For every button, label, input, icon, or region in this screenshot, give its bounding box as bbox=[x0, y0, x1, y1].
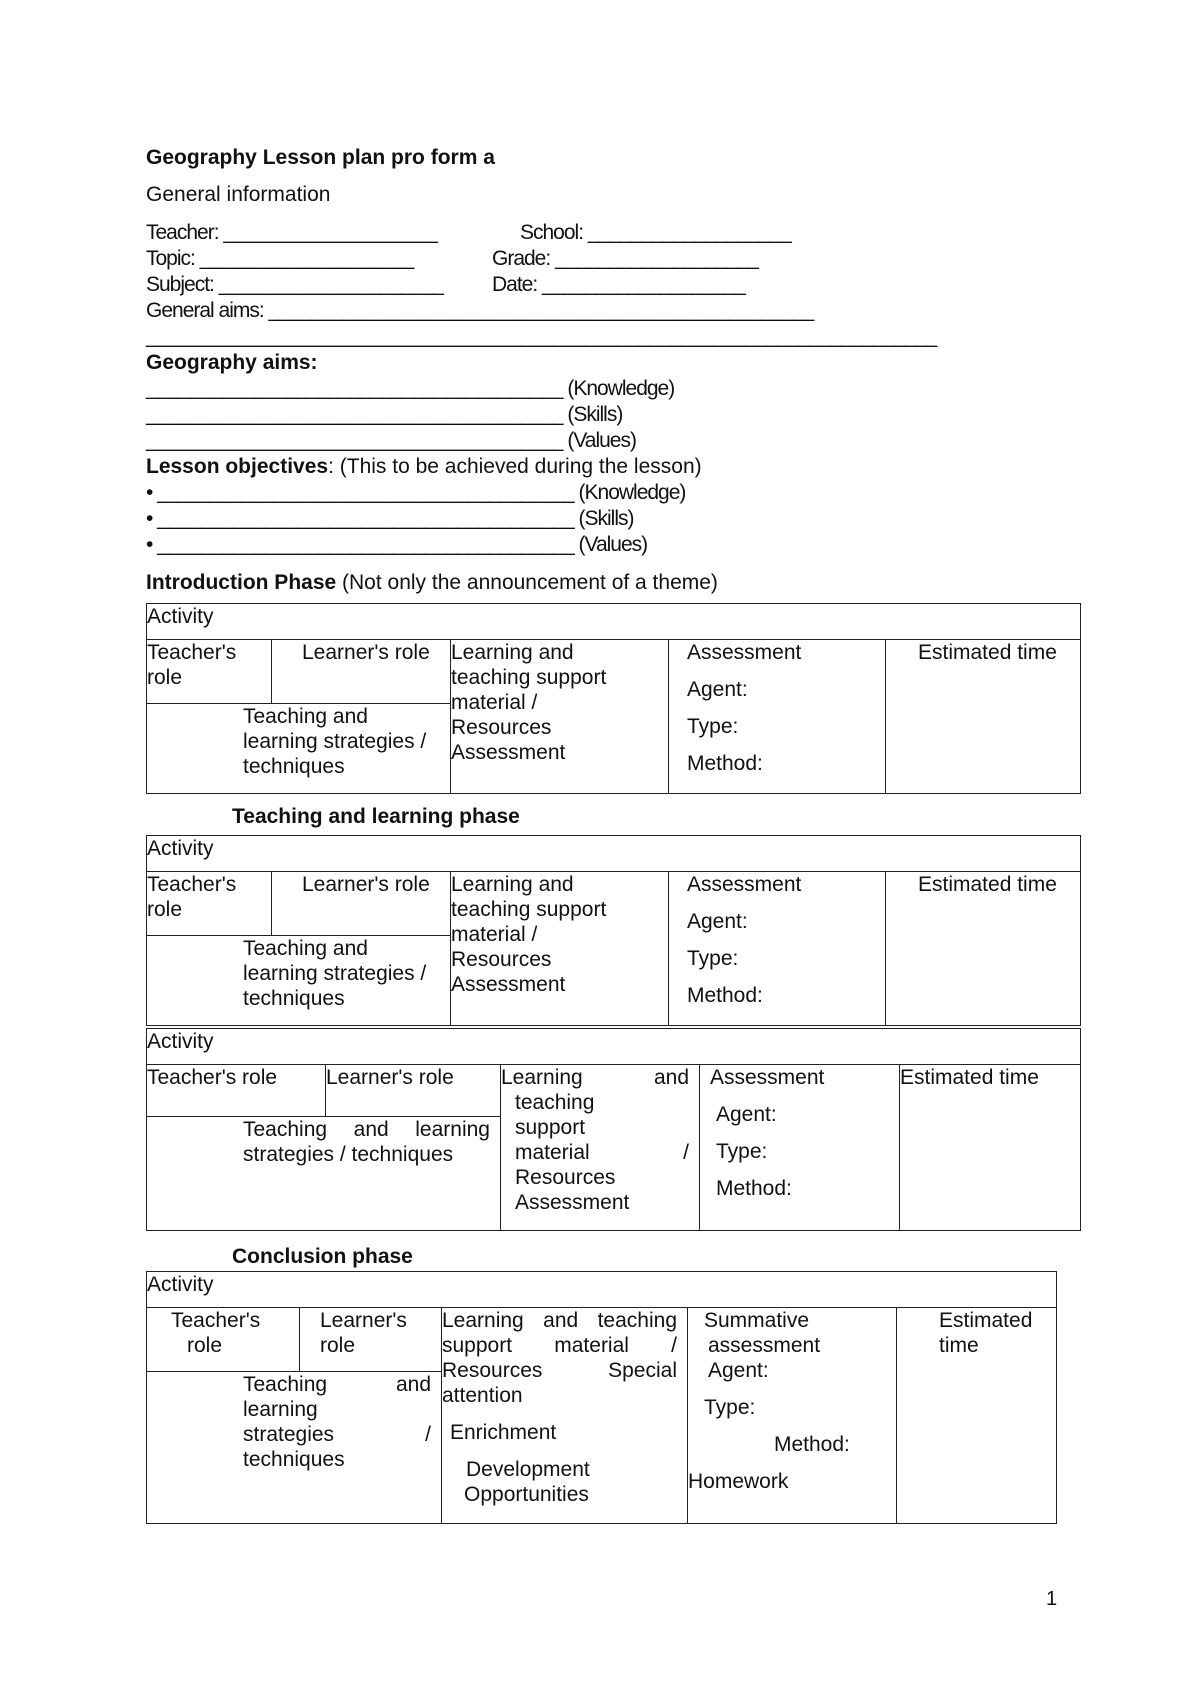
subject-field: Subject: _____________________ bbox=[146, 273, 443, 296]
geography-aim-skills: _______________________________________ (Skills) bbox=[146, 403, 623, 426]
strategies-cell: Teaching and learning strategies / techniques bbox=[147, 936, 451, 1026]
general-aims-field: General aims: ___________________________________________________ bbox=[146, 299, 814, 322]
activity-header: Activity bbox=[147, 836, 1081, 872]
learners-role-header: Learner's role bbox=[272, 872, 451, 936]
geography-aims-heading: Geography aims: bbox=[146, 351, 318, 374]
enrichment-label: Enrichment bbox=[450, 1421, 557, 1444]
estimated-time-header: Estimated time bbox=[900, 1065, 1081, 1231]
ltsm-cell: Learning and teaching support material / Resources Assessment bbox=[451, 872, 669, 1026]
strategies-cell: Teaching and learning strategies / techniques bbox=[147, 1117, 501, 1231]
objective-knowledge: • _______________________________________ (Knowledge) bbox=[146, 481, 686, 504]
grade-field: Grade: ___________________ bbox=[492, 247, 758, 270]
teachers-role-header: Teacher's role bbox=[147, 1065, 326, 1117]
general-aims-continuation: __________________________________________________________________________ bbox=[146, 325, 937, 348]
objective-skills: • _______________________________________ (Skills) bbox=[146, 507, 634, 530]
school-field: School: ___________________ bbox=[520, 221, 791, 244]
summative-assessment-cell: Summative assessment Agent: Type: Method: Homework bbox=[688, 1308, 897, 1524]
teaching-learning-table bbox=[146, 835, 1081, 1026]
assessment-cell: Assessment Agent: Type: Method: bbox=[700, 1065, 900, 1231]
teacher-field: Teacher: ____________________ bbox=[146, 221, 437, 244]
ltsm-cell: Learning and teaching support material / Resources Special attention Enrichment Development Opportunities bbox=[442, 1308, 688, 1524]
lesson-objectives-note: : (This to be achieved during the lesson) bbox=[328, 455, 702, 478]
teachers-role-header: Teacher's role bbox=[147, 1308, 300, 1372]
strategies-cell: Teaching and learning strategies / techniques bbox=[147, 1372, 442, 1524]
introduction-table bbox=[146, 603, 1081, 794]
estimated-time-header: Estimated time bbox=[886, 640, 1081, 794]
development-label: Development bbox=[466, 1458, 590, 1481]
introduction-phase-note: (Not only the announcement of a theme) bbox=[336, 571, 718, 594]
conclusion-phase-heading: Conclusion phase bbox=[232, 1245, 413, 1268]
lesson-objectives-label: Lesson objectives bbox=[146, 455, 329, 478]
introduction-phase-label: Introduction Phase bbox=[146, 571, 337, 594]
objective-values: • _______________________________________ (Values) bbox=[146, 533, 648, 556]
ltsm-cell: Learning and teaching support material / Resources Assessment bbox=[501, 1065, 700, 1231]
homework-label: Homework bbox=[688, 1470, 789, 1493]
general-information-heading: General information bbox=[146, 183, 331, 206]
teaching-learning-phase-heading: Teaching and learning phase bbox=[232, 805, 520, 828]
learners-role-header: Learner's role bbox=[272, 640, 451, 704]
learners-role-header: Learner's role bbox=[300, 1308, 442, 1372]
lesson-objectives-heading bbox=[146, 454, 702, 480]
geography-aim-values: _______________________________________ (Values) bbox=[146, 429, 636, 452]
assessment-cell: Assessment Agent: Type: Method: bbox=[669, 640, 886, 794]
topic-field: Topic: ____________________ bbox=[146, 247, 414, 270]
activity-header: Activity bbox=[147, 604, 1081, 640]
activity-header: Activity bbox=[147, 1029, 1081, 1065]
strategies-cell: Teaching and learning strategies / techniques bbox=[147, 704, 451, 794]
introduction-phase-heading bbox=[146, 570, 718, 596]
estimated-time-header: Estimated time bbox=[886, 872, 1081, 1026]
teachers-role-header: Teacher's role bbox=[147, 872, 272, 936]
assessment-cell: Assessment Agent: Type: Method: bbox=[669, 872, 886, 1026]
page-title: Geography Lesson plan pro form a bbox=[146, 146, 495, 169]
ltsm-cell: Learning and teaching support material / Resources Assessment bbox=[451, 640, 669, 794]
teaching-learning-table-2 bbox=[146, 1028, 1081, 1231]
geography-aim-knowledge: _______________________________________ (Knowledge) bbox=[146, 377, 675, 400]
estimated-time-header: Estimated time bbox=[897, 1308, 1057, 1524]
learners-role-header: Learner's role bbox=[326, 1065, 501, 1117]
date-field: Date: ___________________ bbox=[492, 273, 745, 296]
teachers-role-header: Teacher's role bbox=[147, 640, 272, 704]
page-number: 1 bbox=[1046, 1588, 1058, 1610]
conclusion-table bbox=[146, 1271, 1057, 1524]
activity-header: Activity bbox=[147, 1272, 1057, 1308]
